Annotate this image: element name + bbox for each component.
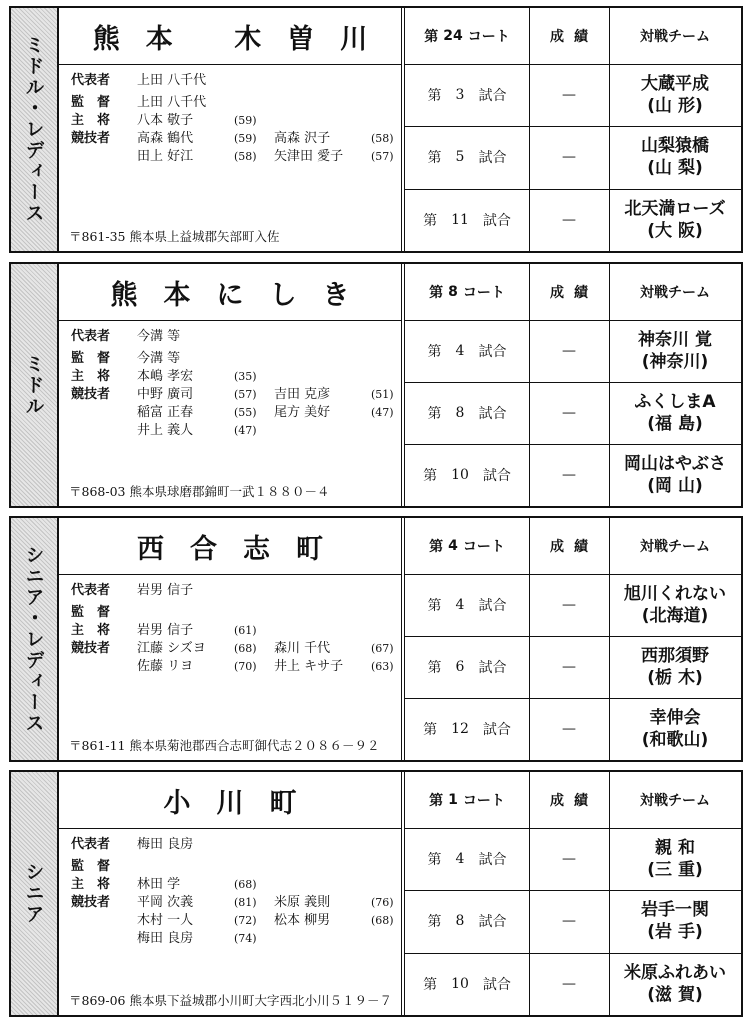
player-name: 田上 好江 [137, 149, 194, 164]
opponent-cell [609, 382, 741, 444]
court-suffix: コート [462, 285, 505, 301]
team-block [9, 262, 743, 508]
match-suffix: 試合 [478, 344, 507, 360]
player-row [71, 386, 395, 404]
player-row [71, 894, 395, 912]
representative-name: 上田 八千代 [137, 73, 207, 88]
opponent-cell [609, 320, 741, 382]
player-row [71, 930, 395, 948]
player-name: 井上 義人 [137, 423, 194, 438]
match-suffix: 試合 [482, 212, 511, 229]
opponent-cell [609, 828, 741, 890]
opponent-team: 親 和 [655, 838, 695, 859]
match-number-cell [405, 126, 529, 188]
match-number: 10 [451, 467, 469, 483]
team-address: 〒861-11 熊本県菊池郡西合志町御代志２０８６－９２ [69, 738, 380, 753]
result-cell: — [562, 405, 576, 421]
match-number-cell [405, 444, 529, 506]
match-number: 4 [455, 343, 465, 359]
result-header: 成績 [550, 29, 598, 45]
player-age: (58) [371, 132, 394, 145]
opponent-team: 山梨猿橋 [641, 136, 709, 157]
court-prefix: 第 [429, 539, 444, 555]
representative-row [71, 72, 395, 90]
player-age: (70) [234, 660, 257, 673]
opponent-header: 対戦チーム [640, 539, 710, 555]
category-label: シニア [22, 862, 45, 925]
coach-name: 上田 八千代 [137, 95, 207, 110]
opponent-prefecture: (岡 山) [647, 476, 703, 496]
match-prefix: 第 [427, 852, 442, 869]
opponent-cell [609, 574, 741, 636]
player-age: (74) [234, 932, 257, 945]
result-header: 成績 [550, 793, 598, 809]
result-cell: — [562, 87, 576, 104]
match-number: 8 [455, 913, 465, 930]
captain-row [71, 622, 395, 640]
match-number-cell [405, 828, 529, 890]
representative-row [71, 836, 395, 854]
player-name: 中野 廣司 [137, 387, 194, 402]
player-name: 矢津田 愛子 [274, 149, 344, 164]
opponent-cell [609, 953, 741, 1015]
player-name: 森川 千代 [274, 641, 331, 656]
court-number: 8 [448, 284, 458, 300]
court-suffix: コート [462, 539, 505, 555]
captain-name: 本嶋 孝宏 [137, 369, 194, 384]
match-prefix: 第 [427, 150, 442, 167]
match-number-cell [405, 189, 529, 251]
match-number-cell [405, 890, 529, 952]
representative-row [71, 582, 395, 600]
captain-row [71, 876, 395, 894]
match-prefix: 第 [423, 212, 438, 229]
result-cell: — [562, 597, 576, 613]
match-suffix: 試合 [478, 406, 507, 422]
team-info [59, 772, 401, 1015]
captain-label: 主 将 [71, 877, 111, 892]
team-name: 熊本にしき [110, 279, 376, 311]
match-number-cell [405, 953, 529, 1015]
opponent-team: 旭川くれない [624, 584, 726, 604]
captain-row [71, 112, 395, 130]
category-label: ミドル [22, 353, 45, 417]
match-number-cell [405, 636, 529, 698]
category-column [11, 8, 59, 251]
opponent-team: 幸伸会 [649, 708, 701, 728]
representative-row [71, 328, 395, 346]
player-age: (63) [371, 660, 394, 673]
representative-name: 梅田 良房 [137, 837, 194, 852]
player-row [71, 422, 395, 440]
player-age: (59) [234, 132, 257, 145]
team-title-box [59, 8, 401, 65]
opponent-prefecture: (福 島) [647, 414, 703, 434]
opponent-team: 大蔵平成 [641, 74, 709, 95]
player-name: 梅田 良房 [137, 931, 194, 946]
result-cell: — [562, 913, 576, 930]
match-number: 5 [455, 149, 465, 166]
representative-name: 今溝 等 [137, 329, 181, 344]
category-label: ミドル・レディース [22, 35, 45, 224]
match-prefix: 第 [423, 722, 438, 738]
player-name: 高森 沢子 [274, 131, 331, 146]
match-number-cell [405, 320, 529, 382]
player-age: (51) [371, 388, 394, 401]
team-name: 熊本 木曽川 [92, 23, 394, 55]
opponent-prefecture: (山 梨) [647, 158, 703, 179]
coach-label: 監 督 [71, 95, 111, 110]
opponent-team: 岩手一関 [641, 900, 709, 921]
opponent-team: ふくしまA [634, 392, 716, 412]
player-name: 稲富 正春 [137, 405, 194, 420]
coach-row [71, 858, 395, 876]
court-suffix: コート [467, 29, 510, 45]
match-prefix: 第 [427, 406, 442, 422]
result-cell: — [562, 659, 576, 675]
player-age: (57) [234, 388, 257, 401]
team-title-box [59, 518, 401, 575]
roster [71, 836, 395, 948]
court-header [405, 8, 529, 64]
match-prefix: 第 [427, 914, 442, 931]
match-number: 3 [455, 87, 465, 104]
court-prefix: 第 [424, 29, 439, 45]
coach-label: 監 督 [71, 351, 111, 366]
team-block [9, 6, 743, 253]
team-block [9, 770, 743, 1017]
player-row [71, 658, 395, 676]
player-age: (58) [234, 150, 257, 163]
match-number: 4 [455, 597, 465, 613]
team-name: 西合志町 [137, 533, 349, 565]
player-age: (67) [371, 642, 394, 655]
result-cell: — [562, 211, 576, 228]
player-age: (57) [371, 150, 394, 163]
opponent-team: 北天満ローズ [624, 198, 726, 219]
category-label: シニア・レディース [22, 544, 45, 734]
opponent-prefecture: (和歌山) [641, 730, 709, 750]
match-suffix: 試合 [482, 722, 511, 738]
match-suffix: 試合 [478, 660, 507, 676]
match-prefix: 第 [427, 660, 442, 676]
opponent-prefecture: (山 形) [647, 96, 703, 117]
player-name: 井上 キサ子 [274, 659, 344, 674]
team-address: 〒869-06 熊本県下益城郡小川町大字西北小川５１９－７ [69, 993, 392, 1008]
match-prefix: 第 [427, 88, 442, 105]
player-row [71, 148, 395, 166]
captain-age: (35) [234, 370, 257, 383]
match-number: 8 [455, 405, 465, 421]
players-label: 競技者 [71, 131, 111, 146]
opponent-cell [609, 189, 741, 251]
team-address: 〒861-35 熊本県上益城郡矢部町入佐 [69, 229, 280, 244]
opponent-header: 対戦チーム [640, 793, 710, 809]
match-number-cell [405, 698, 529, 760]
coach-row [71, 94, 395, 112]
player-row [71, 912, 395, 930]
opponent-prefecture: (北海道) [641, 606, 709, 626]
category-column [11, 264, 59, 506]
match-prefix: 第 [427, 598, 442, 614]
opponent-prefecture: (栃 木) [647, 668, 703, 688]
match-prefix: 第 [423, 468, 438, 484]
match-suffix: 試合 [482, 468, 511, 484]
player-name: 江藤 シズヨ [137, 641, 206, 656]
match-suffix: 試合 [482, 976, 511, 993]
court-suffix: コート [462, 793, 505, 809]
captain-label: 主 将 [71, 113, 111, 128]
team-name: 小川町 [163, 787, 323, 819]
court-number: 4 [448, 538, 458, 554]
captain-name: 八本 敬子 [137, 113, 194, 128]
player-name: 佐藤 リヨ [137, 659, 194, 674]
representative-label: 代表者 [71, 837, 111, 852]
captain-age: (59) [234, 114, 257, 127]
player-name: 高森 鶴代 [137, 131, 194, 146]
player-name: 木村 一人 [137, 913, 194, 928]
team-info [59, 8, 401, 251]
match-number-cell [405, 574, 529, 636]
result-cell: — [562, 149, 576, 166]
captain-age: (61) [234, 624, 257, 637]
players-label: 競技者 [71, 641, 111, 656]
result-cell: — [562, 851, 576, 868]
opponent-prefecture: (三 重) [647, 860, 703, 881]
court-number: 1 [448, 792, 458, 808]
coach-label: 監 督 [71, 605, 111, 620]
coach-row [71, 350, 395, 368]
captain-row [71, 368, 395, 386]
captain-name: 林田 学 [137, 877, 181, 892]
coach-name: 今溝 等 [137, 351, 181, 366]
team-address: 〒868-03 熊本県球磨郡錦町一武１８８０－４ [69, 484, 330, 499]
player-row [71, 404, 395, 422]
match-prefix: 第 [427, 344, 442, 360]
result-header: 成績 [550, 539, 598, 555]
captain-name: 岩男 信子 [137, 623, 194, 638]
court-prefix: 第 [429, 793, 444, 809]
player-name: 平岡 次義 [137, 895, 194, 910]
players-label: 競技者 [71, 895, 111, 910]
opponent-cell [609, 698, 741, 760]
opponent-header: 対戦チーム [640, 285, 710, 301]
match-suffix: 試合 [478, 88, 507, 105]
match-number: 11 [451, 211, 469, 228]
category-column [11, 772, 59, 1015]
opponent-cell [609, 126, 741, 188]
opponent-cell [609, 890, 741, 952]
player-age: (47) [371, 406, 394, 419]
coach-row [71, 604, 395, 622]
player-age: (76) [371, 896, 394, 909]
match-number: 6 [455, 659, 465, 675]
match-prefix: 第 [423, 976, 438, 993]
court-number: 24 [443, 28, 463, 44]
player-age: (72) [234, 914, 257, 927]
opponent-cell [609, 444, 741, 506]
match-number-cell [405, 382, 529, 444]
match-suffix: 試合 [478, 150, 507, 167]
opponent-cell [609, 636, 741, 698]
captain-age: (68) [234, 878, 257, 891]
opponent-team: 西那須野 [641, 646, 709, 666]
player-age: (55) [234, 406, 257, 419]
match-number: 10 [451, 975, 469, 992]
players-label: 競技者 [71, 387, 111, 402]
representative-label: 代表者 [71, 583, 111, 598]
captain-label: 主 将 [71, 623, 111, 638]
player-name: 尾方 美好 [274, 405, 331, 420]
result-header: 成績 [550, 285, 598, 301]
match-suffix: 試合 [478, 598, 507, 614]
representative-name: 岩男 信子 [137, 583, 194, 598]
roster [71, 582, 395, 676]
representative-label: 代表者 [71, 73, 111, 88]
coach-label: 監 督 [71, 859, 111, 874]
team-block [9, 516, 743, 762]
match-number-cell [405, 64, 529, 126]
opponent-cell [609, 64, 741, 126]
roster [71, 328, 395, 440]
result-cell: — [562, 343, 576, 359]
player-name: 松本 柳男 [274, 913, 331, 928]
player-row [71, 640, 395, 658]
player-age: (47) [234, 424, 257, 437]
player-name: 吉田 克彦 [274, 387, 331, 402]
opponent-prefecture: (岩 手) [647, 922, 703, 943]
opponent-team: 米原ふれあい [624, 962, 726, 983]
captain-label: 主 将 [71, 369, 111, 384]
player-row [71, 130, 395, 148]
match-number: 4 [455, 851, 465, 868]
court-header [405, 264, 529, 320]
team-info [59, 518, 401, 760]
roster [71, 72, 395, 166]
player-age: (81) [234, 896, 257, 909]
category-column [11, 518, 59, 760]
player-age: (68) [234, 642, 257, 655]
opponent-header: 対戦チーム [640, 29, 710, 45]
court-prefix: 第 [429, 285, 444, 301]
opponent-team: 神奈川 覚 [638, 330, 712, 350]
team-title-box [59, 772, 401, 829]
match-number: 12 [451, 721, 469, 737]
match-suffix: 試合 [478, 852, 507, 869]
result-cell: — [562, 975, 576, 992]
team-info [59, 264, 401, 506]
player-name: 米原 義則 [274, 895, 331, 910]
player-age: (68) [371, 914, 394, 927]
opponent-prefecture: (滋 賀) [647, 984, 703, 1005]
result-cell: — [562, 721, 576, 737]
opponent-prefecture: (大 阪) [647, 220, 703, 241]
opponent-prefecture: (神奈川) [641, 352, 709, 372]
court-header [405, 772, 529, 828]
representative-label: 代表者 [71, 329, 111, 344]
result-cell: — [562, 467, 576, 483]
team-title-box [59, 264, 401, 321]
court-header [405, 518, 529, 574]
opponent-team: 岡山はやぶさ [624, 454, 726, 474]
match-suffix: 試合 [478, 914, 507, 931]
